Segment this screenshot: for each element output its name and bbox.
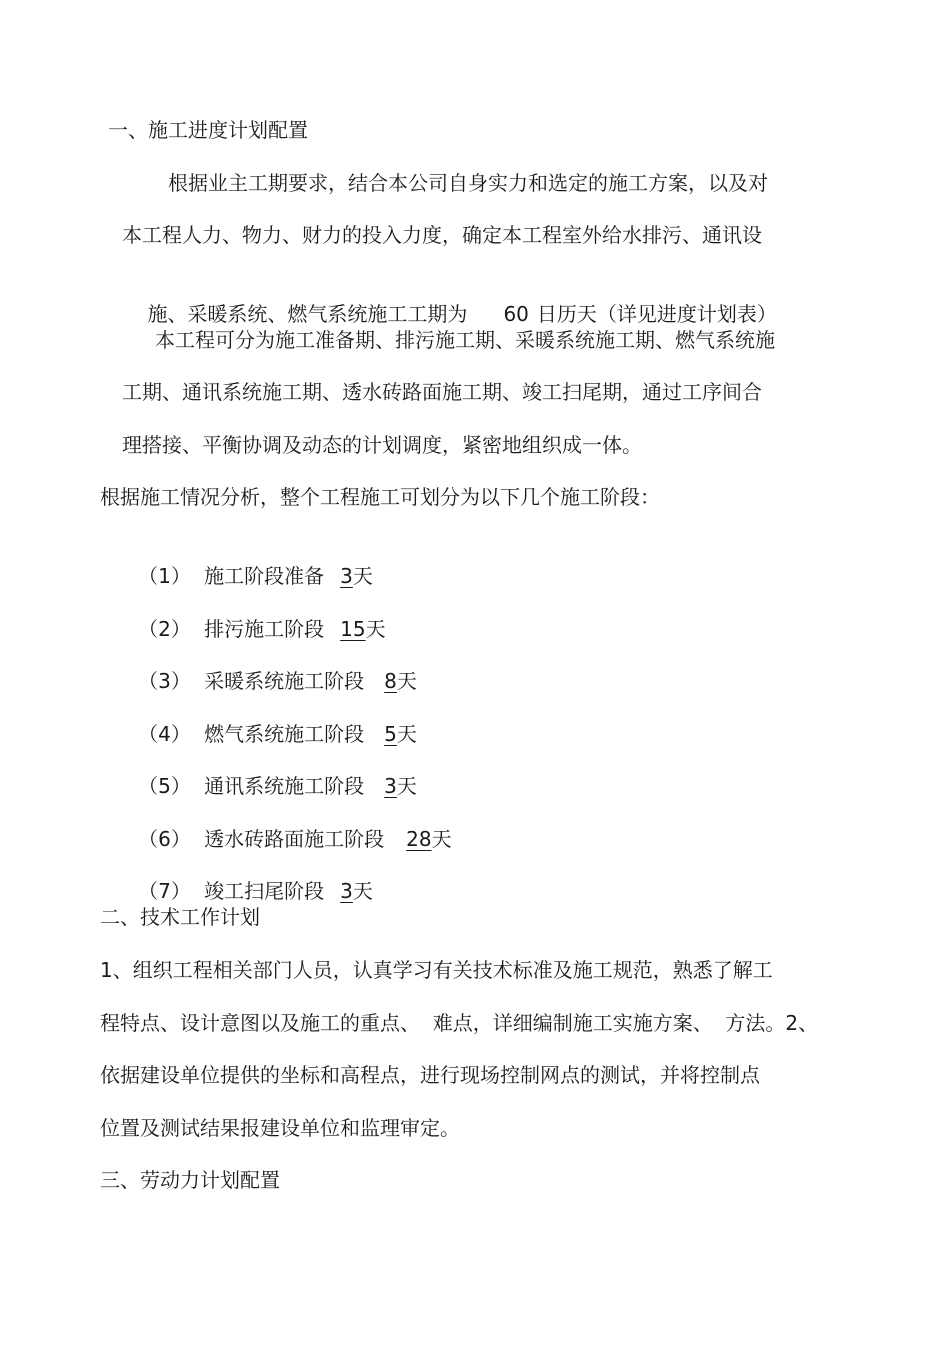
stage-unit: 天 (396, 722, 417, 746)
stage-days: 3 (384, 774, 397, 798)
stage-unit: 天 (352, 879, 373, 903)
stage-days: 3 (340, 879, 353, 903)
stage-unit: 天 (352, 564, 373, 588)
paragraph1-line1: 根据业主工期要求，结合本公司自身实力和选定的施工方案，以及对 (168, 171, 768, 195)
paragraph1-line2: 本工程人力、物力、财力的投入力度，确定本工程室外给水排污、通讯设 (122, 223, 762, 247)
section3-heading: 三、劳动力计划配置 (100, 1168, 280, 1192)
stage-index: （6） (138, 827, 191, 851)
section2-line4: 位置及测试结果报建设单位和监理审定。 (100, 1116, 460, 1140)
stage-index: （3） (138, 669, 191, 693)
stage-unit: 天 (396, 669, 417, 693)
stage-name: 燃气系统施工阶段 (204, 722, 365, 746)
paragraph3: 根据施工情况分析，整个工程施工可划分为以下几个施工阶段： (100, 485, 660, 509)
stage-name: 透水砖路面施工阶段 (204, 827, 385, 851)
stage-index: （1） (138, 564, 191, 588)
paragraph1-line3-text: 施、采暖系统、燃气系统施工工期为 (147, 302, 468, 326)
paragraph2-line1: 本工程可分为施工准备期、排污施工期、采暖系统施工期、燃气系统施 (155, 328, 775, 352)
stage-days: 5 (384, 722, 397, 746)
stage-name: 施工阶段准备 (204, 564, 325, 588)
stage-name: 排污施工阶段 (204, 617, 325, 641)
stage-name: 通讯系统施工阶段 (204, 774, 365, 798)
stage-days: 28 (406, 827, 432, 851)
section2-heading: 二、技术工作计划 (100, 905, 260, 929)
schedule-total-days: 60 (503, 302, 529, 326)
paragraph1-line3-tail: 日历天（详见进度计划表） (536, 302, 777, 326)
section2-line1: 1、组织工程相关部门人员，认真学习有关技术标准及施工规范，熟悉了解工 (100, 958, 773, 982)
stage-index: （4） (138, 722, 191, 746)
stage-index: （2） (138, 617, 191, 641)
stage-unit: 天 (431, 827, 452, 851)
stage-name: 采暖系统施工阶段 (204, 669, 365, 693)
stage-days: 3 (340, 564, 353, 588)
stage-days: 15 (340, 617, 366, 641)
stage-index: （5） (138, 774, 191, 798)
paragraph2-line3: 理搭接、平衡协调及动态的计划调度，紧密地组织成一体。 (122, 433, 642, 457)
section2-line3: 依据建设单位提供的坐标和高程点，进行现场控制网点的测试，并将控制点 (100, 1063, 760, 1087)
stage-unit: 天 (396, 774, 417, 798)
paragraph2-line2: 工期、通讯系统施工期、透水砖路面施工期、竣工扫尾期，通过工序间合 (122, 380, 762, 404)
section1-heading: 一、施工进度计划配置 (108, 118, 308, 142)
stage-days: 8 (384, 669, 397, 693)
stage-name: 竣工扫尾阶段 (204, 879, 325, 903)
stage-unit: 天 (365, 617, 386, 641)
stage-index: （7） (138, 879, 191, 903)
section2-line2: 程特点、设计意图以及施工的重点、 难点，详细编制施工实施方案、 方法。2、 (100, 1011, 819, 1035)
